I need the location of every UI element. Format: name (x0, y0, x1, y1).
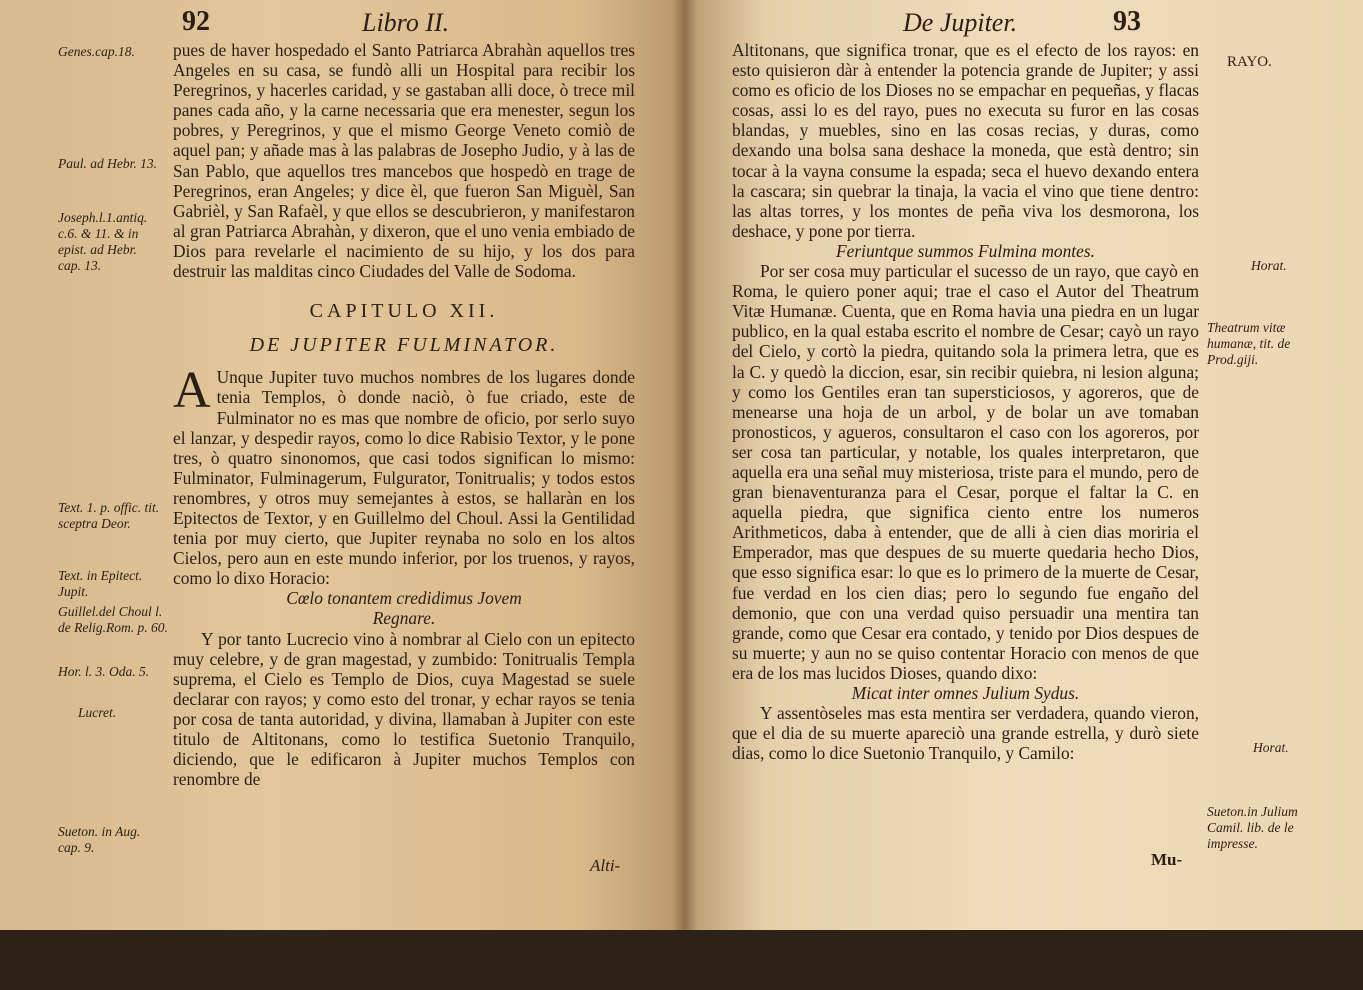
verse-quote: Regnare. (372, 608, 436, 629)
margin-note: Horat. (1253, 740, 1289, 755)
right-body-text (732, 40, 1199, 763)
paragraph: Por ser cosa muy particular el sucesso de un rayo, que cayò en Roma, le quiero poner aqui; trae el caso el Autor del Theatrum Vitæ Humanæ. Cuenta, que en Roma havia una piedra en un lugar publico, en la qual estaba escrito el nombre de Cesar; cayò un rayo del Cielo, y cortò la piedra, quitando sola la primera letra, que es la C. y quedò la diccion, esar, sin recibir quiebra, ni lesion alguna; y como los Gentiles eran tan supersticiosos, y agoreros, que de menearse una hoja de un arbol, y de bolar un ave tomaban pronosticos, y agueros, consultaron el caso con los agoreros, por ser cosa tan particular, y notable, los quales interpretaron, que aquella era una señal muy misteriosa, triste para el mundo, pero de gran bienaventuranza para el Cesar, porque el faltar la C. en aquella piedra, que significa ciento entre los numeros Arithmeticos, daba à entender, que de alli à cien dias moriria el Emperador, mas que despues de su muerte quedaria hecho Dios, que esso significa esar: lo que es lo primero de la muerte de Cesar, fue verdad en los cien dias; pero lo segundo fue engaño del demonio, que con una verdad quiso persuadir una mentira tan grande, como que Cesar era contado, y tenido por Dios despues de su muerte; y aun no se quiso contentar Horacio con menos de que era de los mas lucidos Dioses, quando dixo: (732, 261, 1199, 683)
left-page (0, 0, 685, 930)
paragraph: Altitonans, que significa tronar, que es el efecto de los rayos: en esto quisieron dàr à entender la potencia grande de Jupiter; y assi como es oficio de los Dioses no se empachar en pequeñas, y flacas cosas, assi lo es del rayo, pues no executa su furor en las cosas blandas, y muebles, sino en las cosas recias, y duras, como dexando una bolsa sana deshace la moneda, que està dentro; sin tocar à la vayna consume la espada; seca el huevo dexando entera la cascara; sin quebrar la tinaja, la vacia el vino que tiene dentro: las altas torres, y los montes de peña viva los desmorona, los deshace, y pone por tierra. (732, 40, 1199, 241)
left-page-number: 92 (182, 6, 210, 37)
left-running-head: Libro II. (362, 8, 450, 37)
margin-note: Genes.cap.18. (58, 44, 135, 59)
margin-note: Sueton. in Aug. cap. 9. (58, 824, 141, 855)
right-page (685, 0, 1363, 930)
right-running-head: De Jupiter. (903, 8, 1018, 37)
margin-note: Paul. ad Hebr. 13. (58, 156, 157, 171)
margin-note: Text. in Epitect. Jupit. (58, 568, 143, 599)
drop-cap: A (173, 362, 211, 420)
left-body-text (173, 40, 635, 789)
right-page-number: 93 (1113, 6, 1141, 37)
section-subheading: DE JUPITER FULMINATOR. (249, 334, 559, 357)
paragraph: Unque Jupiter tuvo muchos nombres de los lugares donde tenia Templos, ò donde naciò, ò fue criado, este de Fulminator no es mas que nombre de oficio, por serlo suyo el lanzar, y despedir rayos, como lo dice Rabisio Textor, y le pone tres, ò quatro sinonomos, que casi todos significan lo mismo: Fulminator, Fulminagerum, Fulgurator, Tonitrualis; y todos estos renombres, y otros muy semejantes à estos, se hallaràn en los Epitectos de Textor, y en Guillelmo del Choul. Assi la Gentilidad tenia por muy cierto, que Jupiter reynaba no solo en los altos Cielos, pero aun en este mundo inferior, por los truenos, y rayos, como lo dixo Horacio: (173, 367, 635, 589)
margin-note: Horat. (1251, 258, 1287, 273)
catchword: Mu- (1151, 850, 1183, 869)
margin-note: Sueton.in Julium Camil. lib. de le impresse. (1207, 804, 1298, 851)
chapter-heading: CAPITULO XII. (309, 300, 499, 323)
verse-quote: Micat inter omnes Julium Sydus. (851, 683, 1080, 703)
margin-note: Lucret. (78, 705, 117, 720)
paragraph: pues de haver hospedado el Santo Patriarca Abrahàn aquellos tres Angeles en su casa, se fundò alli un Hospital para recibir los Peregrinos, y hacerles caridad, y se gastaban alli doce, ò trece mil panes cada año, y la carne necessaria que era menester, segun los pobres, y Peregrinos, y que el mismo George Veneto comiò de aquel pan; y añade mas à las palabras de Josepho Judio, y à las de San Pablo, que aquellos tres mancebos que hospedò en trage de Peregrinos, eran Angeles; y dice èl, que fueron San Miguèl, San Gabrièl, y San Rafaèl, y que ellos se descubrieron, y manifestaron al gran Patriarca Abrahàn, y dixeron, que el uno venia embiado de Dios para revelarle el nacimiento de su hijo, y los dos para destruir las malditas cinco Ciudades del Valle de Sodoma. (173, 40, 635, 282)
book-gutter (672, 0, 698, 930)
margin-note: RAYO. (1227, 54, 1272, 70)
margin-note: Text. 1. p. offic. tit. sceptra Deor. (58, 500, 160, 531)
catchword: Alti- (590, 856, 621, 875)
margin-note: Theatrum vitæ humanæ, tit. de Prod.giji. (1207, 320, 1291, 367)
margin-note: Hor. l. 3. Oda. 5. (58, 664, 150, 679)
margin-note: Guillel.del Choul l. de Relig.Rom. p. 60. (58, 604, 168, 635)
paragraph: Y por tanto Lucrecio vino à nombrar al Cielo con un epitecto muy celebre, y de gran magestad, y zumbido: Tonitrualis Templa suprema, el Cielo es Templo de Dios, cuya Magestad se suele declarar con rayos; y como esto del tronar, y echar rayos se tenia por cosa de tanta autoridad, y divina, llamaban à Jupiter con este titulo de Altitonans, como lo testifica Suetonio Tranquilo, diciendo, que le edificaron à Jupiter muchos Templos con renombre de (173, 628, 635, 790)
verse-quote: Cœlo tonantem credidimus Jovem (286, 588, 522, 609)
verse-quote: Feriuntque summos Fulmina montes. (836, 240, 1095, 261)
margin-note: Joseph.l.1.antiq. c.6. & 11. & in epist. ad Hebr. cap. 13. (58, 210, 148, 273)
book-edge (0, 930, 1363, 990)
paragraph: Y assentòseles mas esta mentira ser verdadera, quando vieron, que el dia de su muerte apareciò una grande estrella, y durò siete dias, como lo dice Suetonio Tranquilo, y Camilo: (732, 703, 1199, 764)
